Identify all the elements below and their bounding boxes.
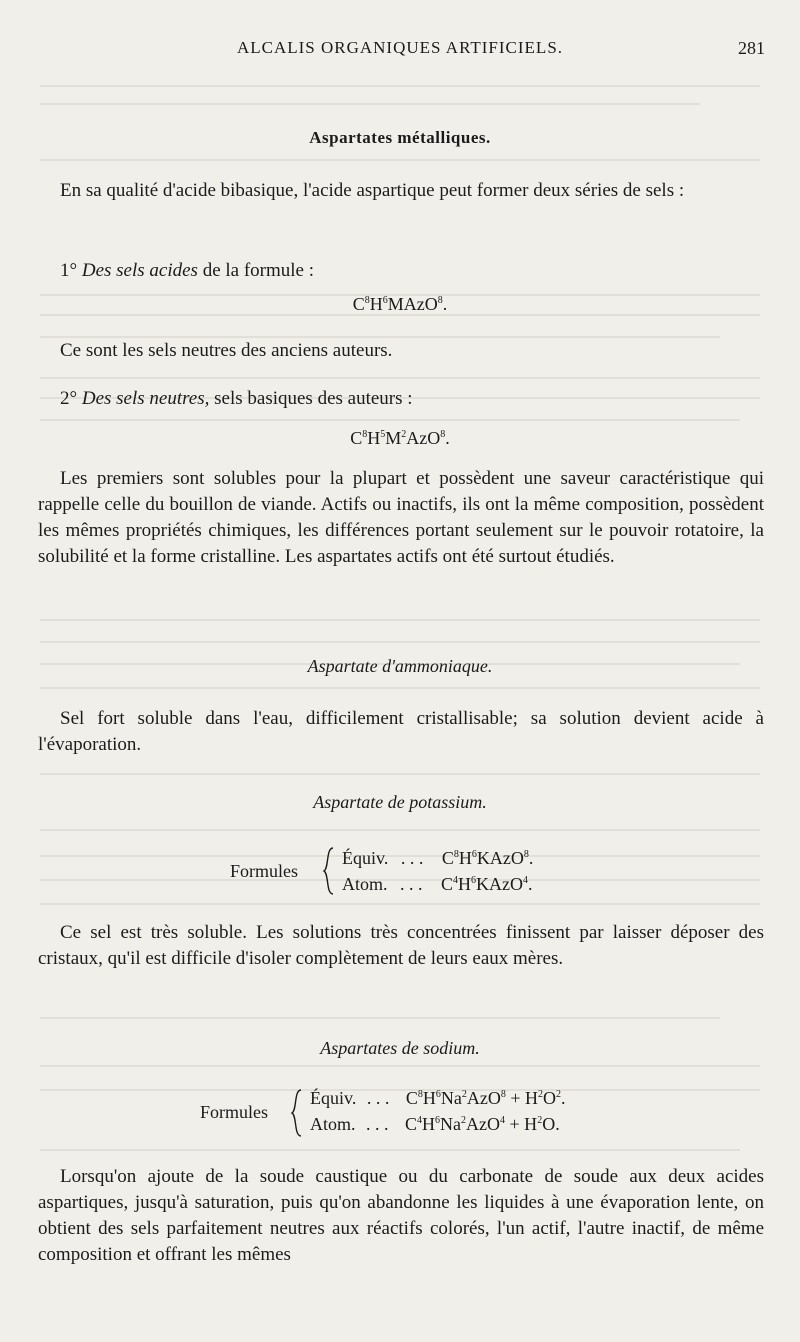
intro-paragraph: En sa qualité d'acide bibasique, l'acide aspartique peut former deux séries de sels : <box>60 180 685 201</box>
sodium-paragraph: Lorsqu'on ajoute de la soude caustique ou du carbonate de soude aux deux acides aspartiques, jusqu'à saturation, puis qu'on abandonne les liquides à une évaporation lente, on obtient des sels parfaitement neutres aux réactifs colorés, l'un actif, l'autre inactif, de même composition et offrant les mêmes <box>38 1166 764 1265</box>
page-number: 281 <box>738 38 765 58</box>
brace-icon <box>290 1088 304 1138</box>
item-number: 2° <box>60 388 78 409</box>
formula-neutral-salt: $C^8H^5M^2AzO^8$. <box>350 428 450 448</box>
item-label: Des sels neutres, <box>81 388 210 409</box>
ammonium-heading: Aspartate d'ammoniaque. <box>307 656 493 676</box>
formula-acid-salt: $C^8H^6MAzO^8$. <box>352 294 448 314</box>
item-number: 1° <box>60 260 78 281</box>
list-item-neutral-salts <box>38 386 764 412</box>
list-item-acid-salts <box>38 258 764 284</box>
sodium-formulas-label: Formules <box>200 1102 269 1122</box>
sodium-equiv-line: Équiv. . . . $C^8H^6Na^2AzO^8 + H^2O^2$. <box>310 1088 566 1108</box>
section-title: Aspartates métalliques. <box>309 128 491 147</box>
potassium-paragraph: Ce sel est très soluble. Les solutions très concentrées finissent par laisser déposer des cristaux, qu'il est difficile d'isoler complètement de leurs eaux mères. <box>38 922 764 969</box>
potassium-atom-line: Atom. . . . $C^4H^6KAzO^4$. <box>342 874 533 894</box>
potassium-equiv-line: Équiv. . . . $C^8H^6KAzO^8$. <box>342 848 534 868</box>
properties-paragraph: Les premiers sont solubles pour la plupart et possèdent une saveur caractéristique qui rappelle celle du bouillon de viande. Actifs ou inactifs, ils ont la même composition, possèdent les mêmes propriétés chimiques, les différences portant seulement sur le pouvoir rotatoire, la solubilité et la forme cristalline. Les aspartates actifs ont été surtout étudiés. <box>38 468 764 567</box>
sodium-atom-line: Atom. . . . $C^4H^6Na^2AzO^4 + H^2O$. <box>310 1114 560 1134</box>
potassium-heading: Aspartate de potassium. <box>313 792 487 812</box>
sodium-heading: Aspartates de sodium. <box>320 1038 480 1058</box>
ammonium-paragraph: Sel fort soluble dans l'eau, difficilement cristallisable; sa solution devient acide à l'évaporation. <box>38 708 764 755</box>
item-label: Des sels acides <box>81 260 198 281</box>
brace-icon <box>322 846 336 896</box>
running-head: ALCALIS ORGANIQUES ARTIFICIELS. <box>236 38 564 57</box>
item-text: de la formule : <box>202 260 315 281</box>
note-paragraph: Ce sont les sels neutres des anciens auteurs. <box>60 340 393 361</box>
item-text: sels basiques des auteurs : <box>214 388 413 409</box>
potassium-formulas-label: Formules <box>230 861 299 881</box>
